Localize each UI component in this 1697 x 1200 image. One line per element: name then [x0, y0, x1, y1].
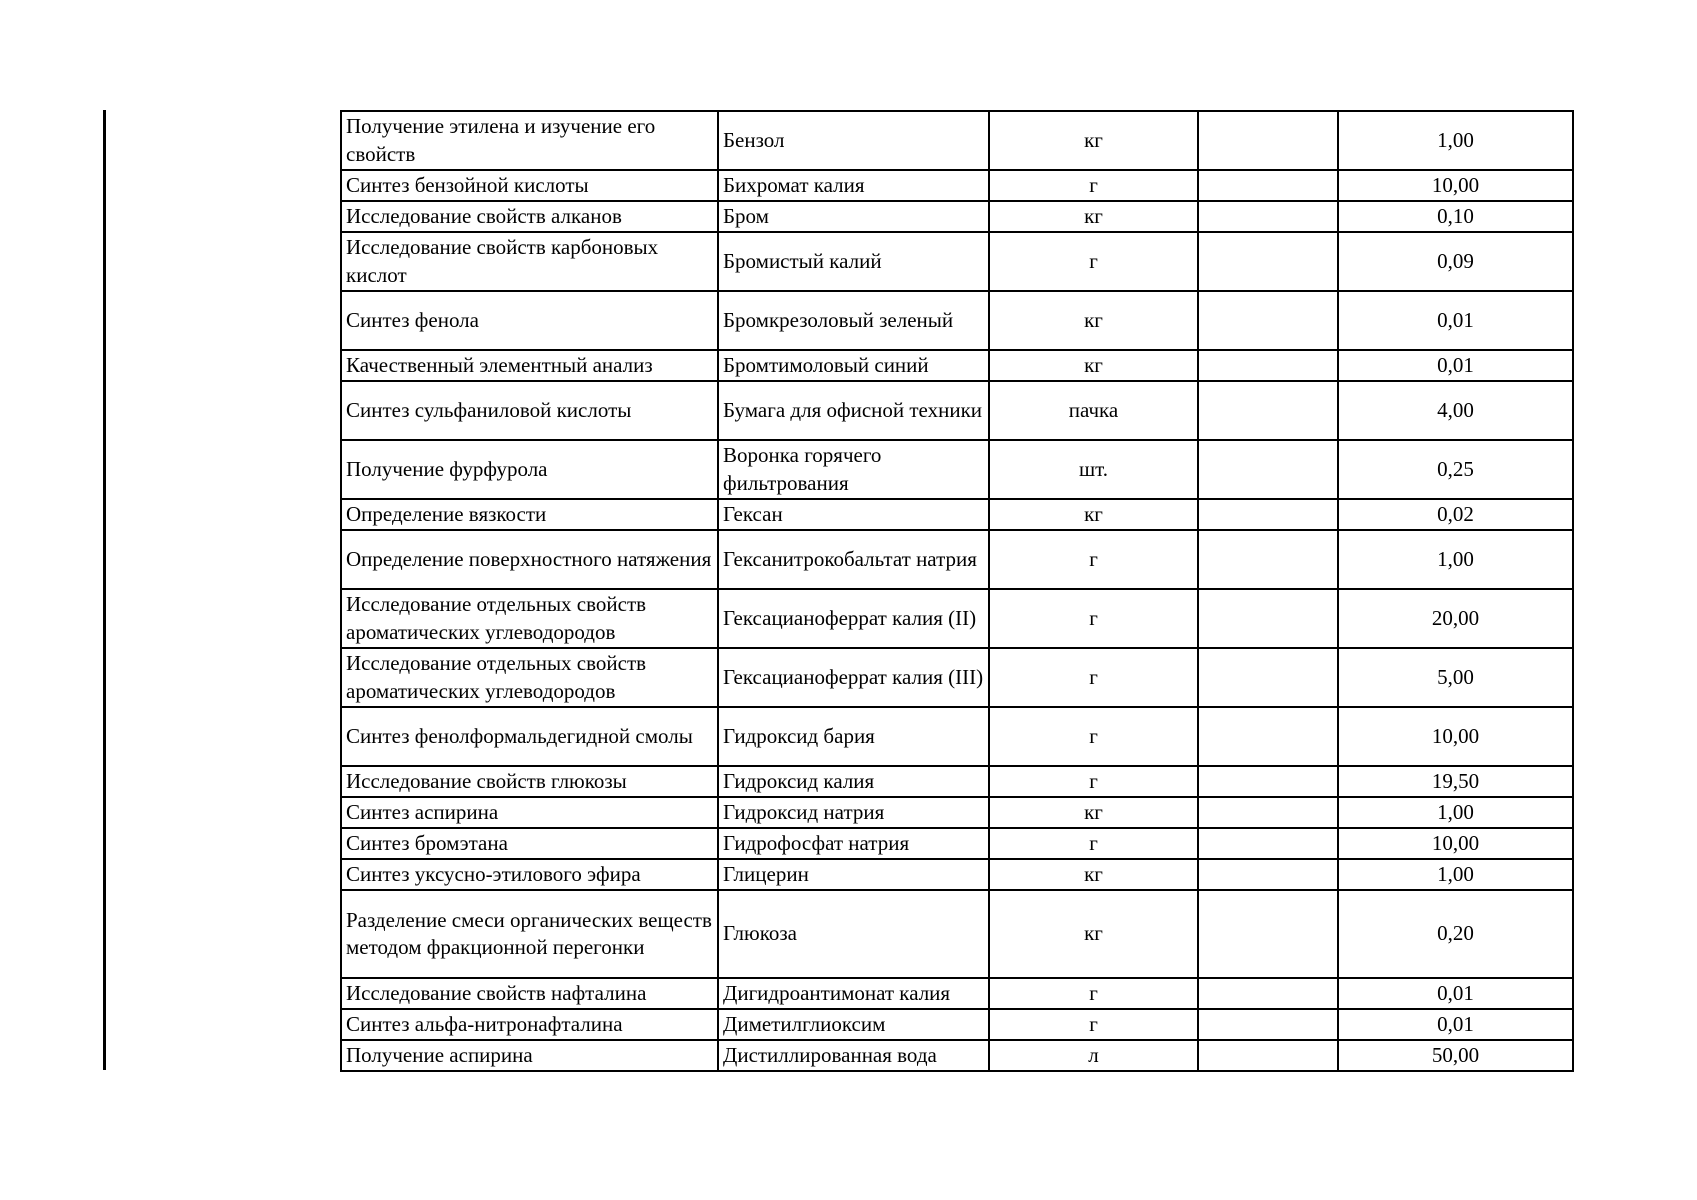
unit-cell: кг	[989, 890, 1198, 978]
quantity-cell: 1,00	[1338, 859, 1573, 890]
reagent-name-cell: Гидроксид калия	[718, 766, 989, 797]
empty-cell	[1198, 797, 1338, 828]
reagent-name-cell: Бихромат калия	[718, 170, 989, 201]
quantity-cell: 0,01	[1338, 978, 1573, 1009]
table-row	[341, 828, 1573, 859]
reagent-name-cell: Бумага для офисной техники	[718, 381, 989, 440]
work-name-cell: Разделение смеси органических веществ методом фракционной перегонки	[341, 890, 718, 978]
unit-cell: кг	[989, 291, 1198, 350]
table-row	[341, 440, 1573, 499]
empty-cell	[1198, 589, 1338, 648]
unit-cell: г	[989, 589, 1198, 648]
work-name-cell: Определение поверхностного натяжения	[341, 530, 718, 589]
unit-cell: г	[989, 766, 1198, 797]
quantity-cell: 19,50	[1338, 766, 1573, 797]
reagents-table	[340, 110, 1574, 1072]
quantity-cell: 4,00	[1338, 381, 1573, 440]
reagent-name-cell: Гидроксид натрия	[718, 797, 989, 828]
quantity-cell: 50,00	[1338, 1040, 1573, 1071]
unit-cell: л	[989, 1040, 1198, 1071]
reagent-name-cell: Гидроксид бария	[718, 707, 989, 766]
work-name-cell: Синтез аспирина	[341, 797, 718, 828]
quantity-cell: 0,10	[1338, 201, 1573, 232]
work-name-cell: Синтез фенола	[341, 291, 718, 350]
empty-cell	[1198, 859, 1338, 890]
empty-cell	[1198, 1040, 1338, 1071]
unit-cell: г	[989, 1009, 1198, 1040]
reagent-name-cell: Гексацианоферрат калия (III)	[718, 648, 989, 707]
empty-cell	[1198, 766, 1338, 797]
table-row	[341, 648, 1573, 707]
quantity-cell: 10,00	[1338, 707, 1573, 766]
work-name-cell: Исследование свойств алканов	[341, 201, 718, 232]
quantity-cell: 0,01	[1338, 1009, 1573, 1040]
unit-cell: шт.	[989, 440, 1198, 499]
work-name-cell: Синтез альфа-нитронафталина	[341, 1009, 718, 1040]
quantity-cell: 10,00	[1338, 828, 1573, 859]
reagent-name-cell: Глицерин	[718, 859, 989, 890]
empty-cell	[1198, 707, 1338, 766]
reagent-name-cell: Бензол	[718, 111, 989, 170]
empty-cell	[1198, 170, 1338, 201]
quantity-cell: 1,00	[1338, 797, 1573, 828]
quantity-cell: 20,00	[1338, 589, 1573, 648]
unit-cell: г	[989, 232, 1198, 291]
quantity-cell: 1,00	[1338, 530, 1573, 589]
empty-cell	[1198, 381, 1338, 440]
unit-cell: г	[989, 648, 1198, 707]
table-row	[341, 859, 1573, 890]
table-row	[341, 766, 1573, 797]
unit-cell: кг	[989, 499, 1198, 530]
work-name-cell: Получение этилена и изучение его свойств	[341, 111, 718, 170]
work-name-cell: Синтез бромэтана	[341, 828, 718, 859]
quantity-cell: 0,25	[1338, 440, 1573, 499]
work-name-cell: Получение фурфурола	[341, 440, 718, 499]
table-row	[341, 201, 1573, 232]
reagent-name-cell: Воронка горячего фильтрования	[718, 440, 989, 499]
reagent-name-cell: Бромкрезоловый зеленый	[718, 291, 989, 350]
reagent-name-cell: Диметилглиоксим	[718, 1009, 989, 1040]
empty-cell	[1198, 890, 1338, 978]
table-row	[341, 978, 1573, 1009]
unit-cell: г	[989, 978, 1198, 1009]
quantity-cell: 0,01	[1338, 350, 1573, 381]
work-name-cell: Исследование свойств карбоновых кислот	[341, 232, 718, 291]
quantity-cell: 0,02	[1338, 499, 1573, 530]
work-name-cell: Исследование свойств глюкозы	[341, 766, 718, 797]
work-name-cell: Синтез сульфаниловой кислоты	[341, 381, 718, 440]
unit-cell: кг	[989, 111, 1198, 170]
reagent-name-cell: Гексан	[718, 499, 989, 530]
reagent-name-cell: Бромистый калий	[718, 232, 989, 291]
empty-cell	[1198, 828, 1338, 859]
work-name-cell: Качественный элементный анализ	[341, 350, 718, 381]
left-margin-rule	[103, 110, 106, 1070]
table-row	[341, 291, 1573, 350]
reagent-name-cell: Бромтимоловый синий	[718, 350, 989, 381]
table-row	[341, 707, 1573, 766]
reagent-name-cell: Гидрофосфат натрия	[718, 828, 989, 859]
work-name-cell: Определение вязкости	[341, 499, 718, 530]
empty-cell	[1198, 111, 1338, 170]
quantity-cell: 0,09	[1338, 232, 1573, 291]
table-row	[341, 589, 1573, 648]
table-row	[341, 890, 1573, 978]
table-row	[341, 1040, 1573, 1071]
quantity-cell: 1,00	[1338, 111, 1573, 170]
empty-cell	[1198, 201, 1338, 232]
table-row	[341, 111, 1573, 170]
table-row	[341, 1009, 1573, 1040]
reagent-name-cell: Бром	[718, 201, 989, 232]
unit-cell: кг	[989, 350, 1198, 381]
empty-cell	[1198, 440, 1338, 499]
empty-cell	[1198, 291, 1338, 350]
empty-cell	[1198, 978, 1338, 1009]
reagent-name-cell: Гексанитрокобальтат натрия	[718, 530, 989, 589]
table-row	[341, 232, 1573, 291]
empty-cell	[1198, 232, 1338, 291]
table-row	[341, 170, 1573, 201]
empty-cell	[1198, 1009, 1338, 1040]
reagent-name-cell: Глюкоза	[718, 890, 989, 978]
empty-cell	[1198, 499, 1338, 530]
table-row	[341, 350, 1573, 381]
work-name-cell: Исследование свойств нафталина	[341, 978, 718, 1009]
empty-cell	[1198, 350, 1338, 381]
unit-cell: кг	[989, 797, 1198, 828]
table-row	[341, 530, 1573, 589]
table-row	[341, 381, 1573, 440]
unit-cell: кг	[989, 859, 1198, 890]
unit-cell: кг	[989, 201, 1198, 232]
work-name-cell: Синтез фенолформальдегидной смолы	[341, 707, 718, 766]
unit-cell: г	[989, 828, 1198, 859]
reagents-table-body	[341, 111, 1573, 1071]
reagent-name-cell: Дистиллированная вода	[718, 1040, 989, 1071]
reagent-name-cell: Гексацианоферрат калия (II)	[718, 589, 989, 648]
empty-cell	[1198, 530, 1338, 589]
quantity-cell: 0,01	[1338, 291, 1573, 350]
unit-cell: пачка	[989, 381, 1198, 440]
work-name-cell: Исследование отдельных свойств ароматических углеводородов	[341, 648, 718, 707]
unit-cell: г	[989, 170, 1198, 201]
reagent-name-cell: Дигидроантимонат калия	[718, 978, 989, 1009]
table-row	[341, 797, 1573, 828]
quantity-cell: 10,00	[1338, 170, 1573, 201]
empty-cell	[1198, 648, 1338, 707]
work-name-cell: Синтез бензойной кислоты	[341, 170, 718, 201]
work-name-cell: Исследование отдельных свойств ароматических углеводородов	[341, 589, 718, 648]
table-row	[341, 499, 1573, 530]
work-name-cell: Синтез уксусно-этилового эфира	[341, 859, 718, 890]
unit-cell: г	[989, 707, 1198, 766]
work-name-cell: Получение аспирина	[341, 1040, 718, 1071]
unit-cell: г	[989, 530, 1198, 589]
quantity-cell: 0,20	[1338, 890, 1573, 978]
quantity-cell: 5,00	[1338, 648, 1573, 707]
